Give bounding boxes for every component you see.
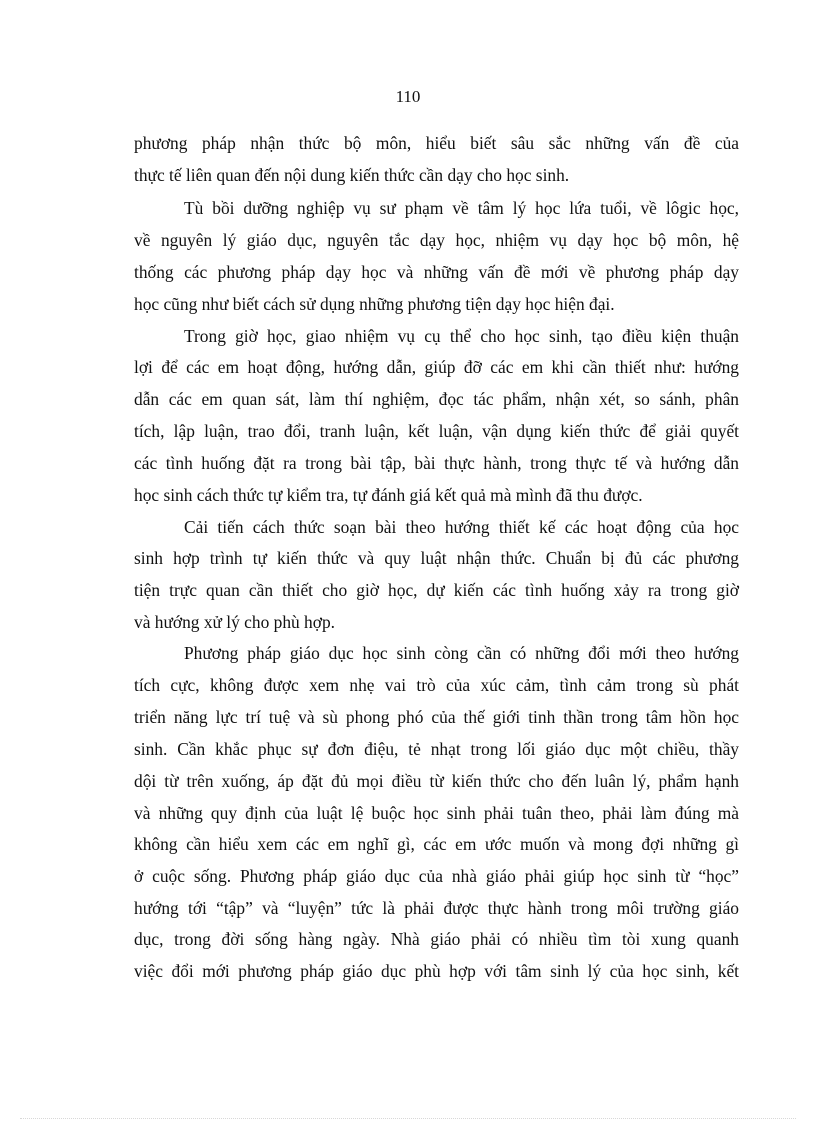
text-line: tích, lập luận, trao đổi, tranh luận, kết luận, vận dụng kiến thức để giải quyết bbox=[134, 421, 739, 441]
text-line: học cũng như biết cách sử dụng những phương tiện dạy học hiện đại. bbox=[134, 294, 615, 314]
page-number: 110 bbox=[395, 87, 421, 106]
text-line: học sinh cách thức tự kiểm tra, tự đánh giá kết quả mà mình đã thu được. bbox=[134, 485, 643, 505]
text-line: hướng tới “tập” và “luyện” tức là phải được thực hành trong môi trường giáo bbox=[134, 898, 739, 918]
text-line: lợi để các em hoạt động, hướng dẫn, giúp đỡ các em khi cần thiết như: hướng bbox=[134, 357, 739, 377]
text-line: sinh hợp trình tự kiến thức và quy luật nhận thức. Chuẩn bị đủ các phương bbox=[134, 548, 739, 568]
text-line: phương pháp nhận thức bộ môn, hiểu biết sâu sắc những vấn đề của bbox=[134, 133, 739, 153]
text-line: Cải tiến cách thức soạn bài theo hướng thiết kế các hoạt động của học bbox=[184, 517, 739, 537]
text-line: ở cuộc sống. Phương pháp giáo dục của nhà giáo phải giúp học sinh từ “học” bbox=[134, 866, 739, 886]
text-line: Phương pháp giáo dục học sinh còng cần có những đổi mới theo hướng bbox=[184, 643, 739, 663]
text-line: dục, trong đời sống hàng ngày. Nhà giáo phải có nhiều tìm tòi xung quanh bbox=[134, 929, 739, 949]
text-line: việc đổi mới phương pháp giáo dục phù hợp với tâm sinh lý của học sinh, kết bbox=[134, 961, 739, 981]
text-line: Trong giờ học, giao nhiệm vụ cụ thể cho học sinh, tạo điều kiện thuận bbox=[184, 326, 739, 346]
text-line: không cần hiểu xem các em nghĩ gì, các em ước muốn và mong đợi những gì bbox=[134, 834, 739, 854]
text-line: và những quy định của luật lệ buộc học sinh phải tuân theo, phải làm đúng mà bbox=[134, 803, 739, 823]
text-line: dội từ trên xuống, áp đặt đủ mọi điều từ kiến thức cho đến luân lý, phẩm hạnh bbox=[134, 771, 739, 791]
text-line: thống các phương pháp dạy học và những vấn đề mới về phương pháp dạy bbox=[134, 262, 739, 282]
text-line: thực tế liên quan đến nội dung kiến thức cần dạy cho học sinh. bbox=[134, 165, 570, 185]
text-line: về nguyên lý giáo dục, nguyên tắc dạy học, nhiệm vụ dạy học bộ môn, hệ bbox=[134, 230, 739, 250]
text-line: tiện trực quan cần thiết cho giờ học, dự kiến các tình huống xảy ra trong giờ bbox=[134, 580, 739, 600]
page-bottom-divider bbox=[20, 1118, 796, 1119]
text-line: các tình huống đặt ra trong bài tập, bài thực hành, trong thực tế và hướng dẫn bbox=[134, 453, 739, 473]
text-line: Tù bồi dưỡng nghiệp vụ sư phạm về tâm lý học lứa tuổi, về lôgic học, bbox=[184, 198, 739, 218]
text-line: và hướng xử lý cho phù hợp. bbox=[134, 612, 335, 632]
text-line: sinh. Cần khắc phục sự đơn điệu, tẻ nhạt trong lối giáo dục một chiều, thầy bbox=[134, 739, 739, 759]
text-line: dẫn các em quan sát, làm thí nghiệm, đọc tác phẩm, nhận xét, so sánh, phân bbox=[134, 389, 739, 409]
text-line: tích cực, không được xem nhẹ vai trò của xúc cảm, tình cảm trong sù phát bbox=[134, 675, 739, 695]
text-line: triển năng lực trí tuệ và sù phong phó của thế giới tinh thần trong tâm hồn học bbox=[134, 707, 739, 727]
